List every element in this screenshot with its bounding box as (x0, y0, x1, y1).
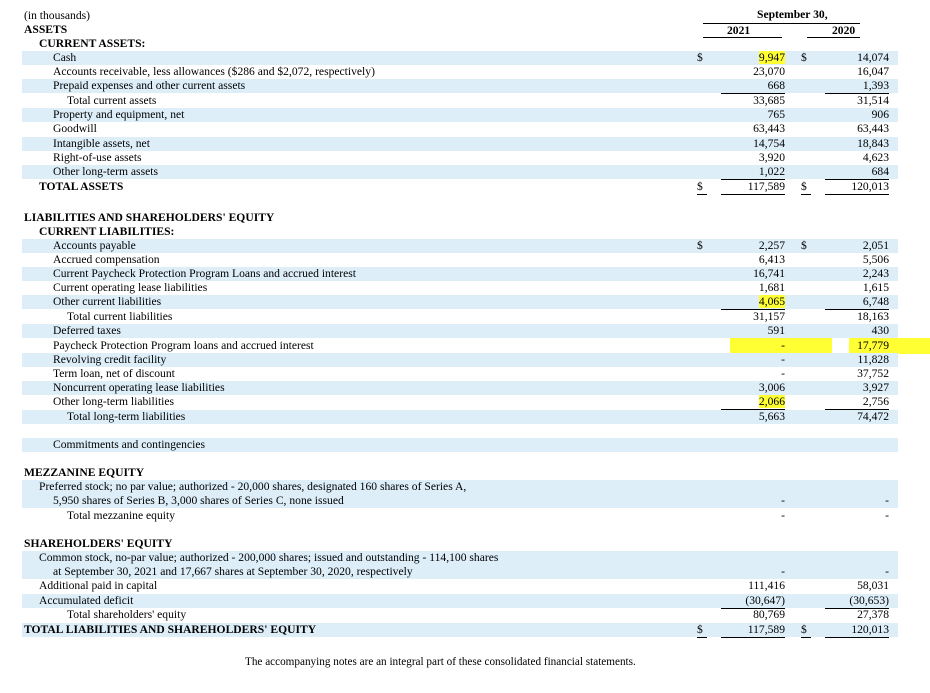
equity-label: Accumulated deficit (39, 594, 134, 607)
equity-row-accumulated-deficit (22, 594, 898, 608)
value-2021: 3,006 (758, 381, 785, 394)
current-assets-heading: CURRENT ASSETS: (39, 37, 146, 50)
dollar-sign: $ (697, 180, 707, 195)
common-stock-label-1: Common stock, no-par value; authorized - 200,000 shares; issued and outstanding - 114,100 shares (39, 551, 499, 564)
value-2020: 6,748 (825, 295, 889, 310)
asset-label: TOTAL ASSETS (39, 180, 124, 193)
value-2021: 668 (721, 79, 785, 94)
assets-heading: ASSETS (24, 23, 68, 36)
value-2020: 430 (871, 324, 889, 337)
liability-label: Total current liabilities (67, 310, 173, 323)
liability-label: Revolving credit facility (53, 353, 167, 366)
liability-row-total-current (22, 310, 898, 324)
dollar-sign: $ (697, 623, 707, 638)
liability-row-deferred-taxes (22, 324, 898, 338)
liability-label: Other long-term liabilities (53, 395, 175, 408)
value-2021: 4,065 (721, 295, 785, 310)
liability-label: Other current liabilities (53, 295, 162, 308)
current-liabilities-heading-row (22, 225, 898, 239)
liability-label: Accrued compensation (53, 253, 160, 266)
value-2021: 2,257 (758, 239, 785, 252)
value-2021: 5,663 (758, 410, 785, 423)
equity-label: Additional paid in capital (39, 579, 158, 592)
asset-row-intangible (22, 137, 898, 151)
liability-label: Current Paycheck Protection Program Loans and accrued interest (53, 267, 356, 280)
liability-label: Paycheck Protection Program loans and accrued interest (53, 339, 314, 352)
asset-label: Other long-term assets (53, 165, 158, 178)
value-2020: 11,828 (857, 353, 889, 366)
asset-row-cash (22, 51, 898, 65)
value-2020: 3,927 (862, 381, 889, 394)
value-2021: (30,647) (721, 594, 785, 609)
value-2020: 27,378 (857, 608, 889, 621)
value-2020: 120,013 (825, 180, 889, 195)
value-2020: - (885, 565, 889, 578)
value-2020: 5,506 (862, 253, 889, 266)
value-2020: 74,472 (857, 410, 889, 423)
mezzanine-heading-row (22, 466, 898, 480)
dollar-sign: $ (697, 51, 703, 64)
value-2021: 9,947 (758, 51, 785, 64)
value-2020: 2,051 (862, 239, 889, 252)
liability-label: Term loan, net of discount (53, 367, 175, 380)
asset-label: Intangible assets, net (53, 137, 150, 150)
liabilities-heading: LIABILITIES AND SHAREHOLDERS' EQUITY (24, 211, 275, 224)
liability-row-other-long-term (22, 395, 898, 409)
value-2021: 3,920 (758, 151, 785, 164)
value-2021: 117,589 (721, 623, 785, 638)
value-2021: 63,443 (753, 122, 785, 135)
liability-label: Current operating lease liabilities (53, 281, 208, 294)
liability-label: Noncurrent operating lease liabilities (53, 381, 225, 394)
value-2020: 2,756 (825, 395, 889, 410)
asset-label: Cash (53, 51, 77, 64)
mezzanine-heading: MEZZANINE EQUITY (24, 466, 145, 479)
assets-heading-row (22, 23, 898, 37)
value-2020: 2,243 (862, 267, 889, 280)
asset-row-goodwill (22, 122, 898, 136)
dollar-sign: $ (801, 623, 811, 638)
liability-row-term-loan (22, 367, 898, 381)
period-header: September 30, (757, 8, 828, 21)
preferred-stock-label-2: 5,950 shares of Series B, 3,000 shares of Series C, none issued (53, 494, 344, 507)
value-2021: 117,589 (721, 180, 785, 195)
asset-row-accounts-receivable (22, 65, 898, 79)
preferred-stock-row-2 (22, 494, 898, 508)
value-2021: 2,066 (721, 395, 785, 410)
value-2021: 33,685 (753, 94, 785, 107)
value-2020: 4,623 (862, 151, 889, 164)
liability-label: Accounts payable (53, 239, 136, 252)
dollar-sign: $ (801, 51, 807, 64)
value-2020: 18,843 (857, 137, 889, 150)
dollar-sign: $ (801, 180, 811, 195)
equity-heading-row (22, 537, 898, 551)
value-2021: - (781, 509, 785, 522)
value-2020: 17,779 (857, 339, 889, 352)
value-2021: 16,741 (753, 267, 785, 280)
asset-label: Prepaid expenses and other current assets (53, 79, 246, 92)
value-2020: 14,074 (857, 51, 889, 64)
year-2020-header: 2020 (832, 24, 856, 37)
equity-row-total-liabilities-equity (22, 623, 898, 637)
asset-row-other-long-term (22, 165, 898, 179)
value-2021: - (781, 565, 785, 578)
value-2021: - (781, 367, 785, 380)
commitments-label: Commitments and contingencies (53, 438, 205, 451)
value-2021: 80,769 (753, 608, 785, 621)
dollar-sign: $ (697, 239, 703, 252)
value-2021: - (781, 494, 785, 507)
year-2021-header: 2021 (727, 24, 751, 37)
asset-row-total-current (22, 94, 898, 108)
liability-row-noncurrent-lease (22, 381, 898, 395)
equity-label: Total shareholders' equity (67, 608, 187, 621)
liability-row-accounts-payable (22, 239, 898, 253)
equity-row-apic (22, 579, 898, 593)
units-note-row (22, 9, 898, 23)
asset-label: Goodwill (53, 122, 97, 135)
liability-row-revolving-credit (22, 353, 898, 367)
preferred-stock-row-1 (22, 480, 898, 494)
value-2020: 31,514 (857, 94, 889, 107)
value-2020: 63,443 (857, 122, 889, 135)
liability-row-other-current (22, 295, 898, 309)
common-stock-row-2 (22, 565, 898, 579)
asset-label: Property and equipment, net (53, 108, 185, 121)
value-2021: - (781, 339, 785, 352)
value-2021: - (781, 353, 785, 366)
value-2020: 58,031 (857, 579, 889, 592)
value-2021: 1,681 (758, 281, 785, 294)
value-2021: 591 (767, 324, 785, 337)
value-2021: 6,413 (758, 253, 785, 266)
liability-row-current-ppp (22, 267, 898, 281)
liability-row-total-long-term (22, 410, 898, 424)
units-note: (in thousands) (24, 9, 91, 22)
value-2020: - (885, 494, 889, 507)
liability-row-current-lease (22, 281, 898, 295)
value-2020: 37,752 (857, 367, 889, 380)
asset-label: Accounts receivable, less allowances ($286 and $2,072, respectively) (53, 65, 375, 78)
value-2020: (30,653) (825, 594, 889, 609)
liability-row-ppp-loans (22, 339, 898, 353)
asset-row-prepaid (22, 79, 898, 93)
commitments-row (22, 438, 898, 452)
liabilities-heading-row (22, 211, 898, 225)
value-2021: 14,754 (753, 137, 785, 150)
value-2020: 16,047 (857, 65, 889, 78)
mezzanine-total-row (22, 509, 898, 523)
asset-row-total-assets (22, 180, 898, 194)
current-liabilities-heading: CURRENT LIABILITIES: (39, 225, 175, 238)
liability-label: Total long-term liabilities (67, 410, 186, 423)
value-2021: 1,022 (721, 165, 785, 180)
asset-row-property (22, 108, 898, 122)
asset-row-right-of-use (22, 151, 898, 165)
value-2021: 23,070 (753, 65, 785, 78)
asset-label: Total current assets (67, 94, 157, 107)
value-2020: 120,013 (825, 623, 889, 638)
common-stock-row-1 (22, 551, 898, 565)
value-2020: 684 (825, 165, 889, 180)
mezzanine-total-label: Total mezzanine equity (67, 509, 175, 522)
value-2021: 111,416 (748, 579, 785, 592)
current-assets-heading-row (22, 37, 898, 51)
preferred-stock-label-1: Preferred stock; no par value; authorized - 20,000 shares, designated 160 shares of Series A, (39, 480, 467, 493)
asset-label: Right-of-use assets (53, 151, 142, 164)
value-2021: 31,157 (753, 310, 785, 323)
value-2020: - (885, 509, 889, 522)
dollar-sign: $ (801, 239, 807, 252)
equity-label: TOTAL LIABILITIES AND SHAREHOLDERS' EQUITY (24, 623, 317, 636)
footer-note: The accompanying notes are an integral part of these consolidated financial statements. (245, 656, 636, 668)
liability-row-accrued-comp (22, 253, 898, 267)
value-2020: 1,615 (862, 281, 889, 294)
equity-row-total-equity (22, 608, 898, 622)
value-2020: 1,393 (825, 79, 889, 94)
value-2020: 18,163 (857, 310, 889, 323)
value-2020: 906 (871, 108, 889, 121)
common-stock-label-2: at September 30, 2021 and 17,667 shares at September 30, 2020, respectively (53, 565, 413, 578)
equity-heading: SHAREHOLDERS' EQUITY (24, 537, 173, 550)
liability-label: Deferred taxes (53, 324, 121, 337)
value-2021: 765 (767, 108, 785, 121)
